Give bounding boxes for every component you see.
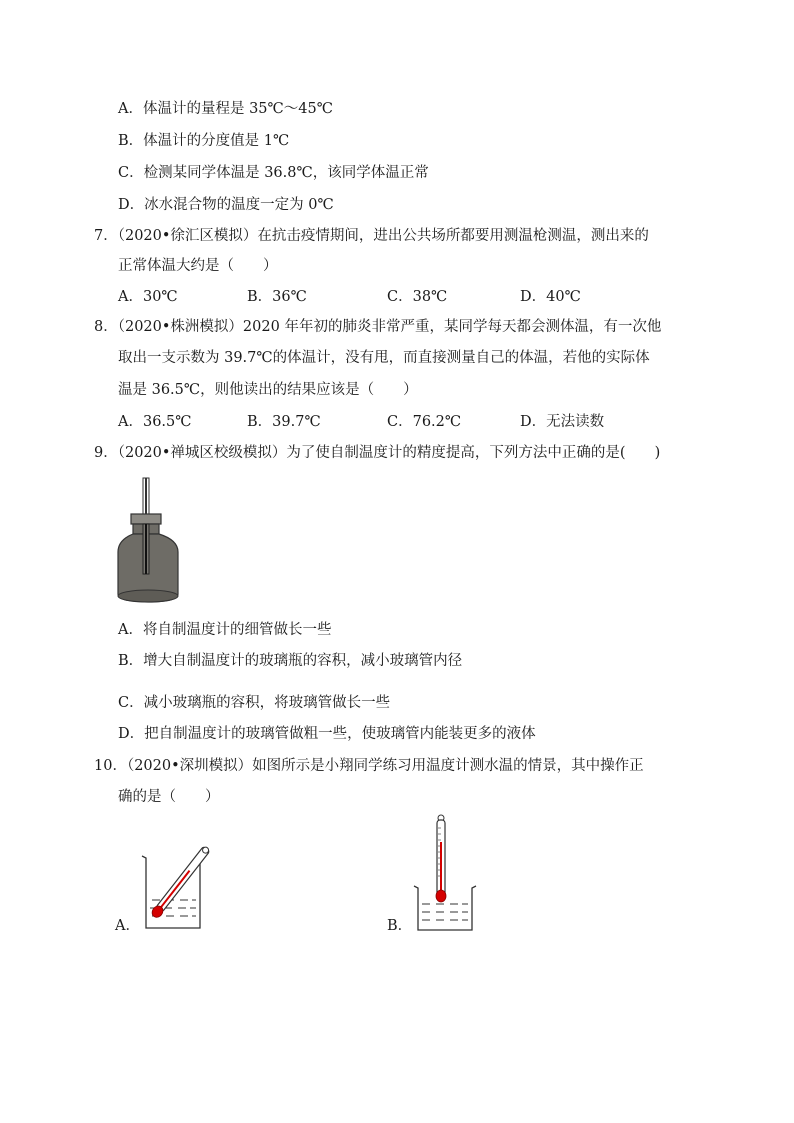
q6-option-c: C．检测某同学体温是 36.8℃，该同学体温正常 [118,165,429,181]
beaker-thermometer-figure-b [410,812,480,934]
q8-stem-line-1: 8．（2020•株洲模拟）2020 年年初的肺炎非常严重，某同学每天都会测体温，有一次他 [94,319,662,335]
q6-option-d: D．冰水混合物的温度一定为 0℃ [118,197,334,213]
homemade-thermometer-bottle-figure [112,476,184,608]
q7-stem-line-2: 正常体温大约是（ ） [118,258,278,274]
q8-option-b: B．39.7℃ [247,414,321,430]
q7-option-b: B．36℃ [247,289,307,305]
beaker-thermometer-figure-a [138,846,218,932]
q9-option-d: D．把自制温度计的玻璃管做粗一些，使玻璃管内能装更多的液体 [118,726,536,742]
q8-option-c: C．76.2℃ [387,414,462,430]
q7-stem-line-1: 7．（2020•徐汇区模拟）在抗击疫情期间，进出公共场所都要用测温枪测温，测出来的 [94,228,649,244]
q6-option-a: A．体温计的量程是 35℃～45℃ [118,101,333,117]
q9-option-a: A．将自制温度计的细管做长一些 [118,622,332,638]
q7-option-d: D．40℃ [520,289,581,305]
q10-stem-line-2: 确的是（ ） [118,789,220,805]
q9-stem-line-1: 9．（2020•禅城区校级模拟）为了使自制温度计的精度提高，下列方法中正确的是( ) [94,445,661,461]
q6-option-b: B．体温计的分度值是 1℃ [118,133,290,149]
q8-option-d: D．无法读数 [520,414,605,430]
q8-stem-line-3: 温是 36.5℃，则他读出的结果应该是（ ） [118,382,418,398]
q10-figure-a-label: A． [115,918,140,934]
q10-stem-line-1: 10．（2020•深圳模拟）如图所示是小翔同学练习用温度计测水温的情景，其中操作正 [94,758,644,774]
q7-option-a: A．30℃ [118,289,178,305]
q10-figure-b-label: B． [387,918,413,934]
q8-option-a: A．36.5℃ [118,414,192,430]
q9-option-c: C．减小玻璃瓶的容积，将玻璃管做长一些 [118,695,391,711]
q9-option-b: B．增大自制温度计的玻璃瓶的容积，减小玻璃管内径 [118,653,463,669]
q7-option-c: C．38℃ [387,289,448,305]
q8-stem-line-2: 取出一支示数为 39.7℃的体温计，没有甩，而直接测量自己的体温，若他的实际体 [118,350,650,366]
